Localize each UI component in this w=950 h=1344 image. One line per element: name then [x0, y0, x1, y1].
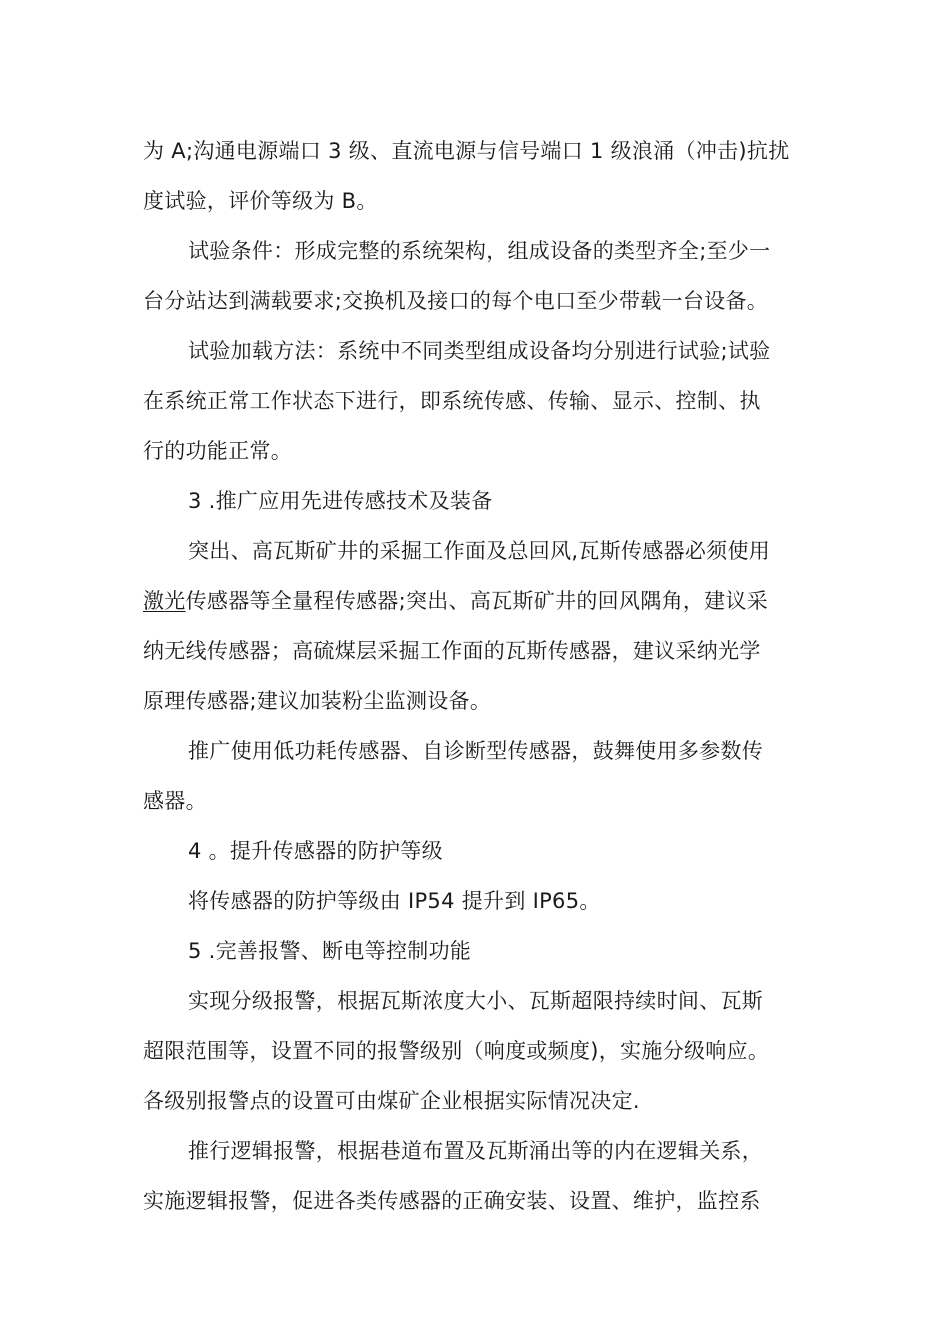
text-line: 行的功能正常。	[143, 439, 293, 463]
text-line: 为 A;沟通电源端口 3 级、直流电源与信号端口 1 级浪涌（冲击)抗扰	[143, 139, 790, 163]
paragraph-low-power: 推广使用低功耗传感器、自诊断型传感器，鼓舞使用多参数传	[188, 739, 764, 763]
text-line	[143, 586, 768, 616]
paragraph-test-conditions: 试验条件：形成完整的系统架构，组成设备的类型齐全;至少一	[188, 239, 771, 263]
text-line: 原理传感器;建议加装粉尘监测设备。	[143, 689, 492, 713]
section-heading-4: 4 。提升传感器的防护等级	[188, 839, 443, 863]
text-line: 各级别报警点的设置可由煤矿企业根据实际情况决定.	[143, 1089, 640, 1113]
text-line: 纳无线传感器；高硫煤层采掘工作面的瓦斯传感器，建议采纳光学	[143, 639, 761, 663]
paragraph-logic-alarm: 推行逻辑报警，根据巷道布置及瓦斯涌出等的内在逻辑关系，	[188, 1139, 764, 1163]
text-line-rest: 传感器等全量程传感器;突出、高瓦斯矿井的回风隅角，建议采	[185, 589, 769, 613]
paragraph-protection-level: 将传感器的防护等级由 IP54 提升到 IP65。	[188, 889, 601, 913]
underlined-term: 激光	[143, 589, 186, 613]
text-line: 在系统正常工作状态下进行，即系统传感、传输、显示、控制、执	[143, 389, 761, 413]
paragraph-sensors: 突出、高瓦斯矿井的采掘工作面及总回风,瓦斯传感器必须使用	[188, 539, 771, 563]
text-line: 感器。	[143, 789, 207, 813]
text-line: 实施逻辑报警，促进各类传感器的正确安装、设置、维护，监控系	[143, 1189, 761, 1213]
text-line: 超限范围等，设置不同的报警级别（响度或频度)，实施分级响应。	[143, 1039, 770, 1063]
section-heading-5: 5 .完善报警、断电等控制功能	[188, 939, 472, 963]
text-line: 台分站达到满载要求;交换机及接口的每个电口至少带载一台设备。	[143, 289, 769, 313]
paragraph-graded-alarm: 实现分级报警，根据瓦斯浓度大小、瓦斯超限持续时间、瓦斯	[188, 989, 764, 1013]
section-heading-3: 3 .推广应用先进传感技术及装备	[188, 489, 493, 513]
text-line: 度试验，评价等级为 B。	[143, 189, 378, 213]
paragraph-test-loading-method: 试验加载方法：系统中不同类型组成设备均分别进行试验;试验	[188, 339, 771, 363]
